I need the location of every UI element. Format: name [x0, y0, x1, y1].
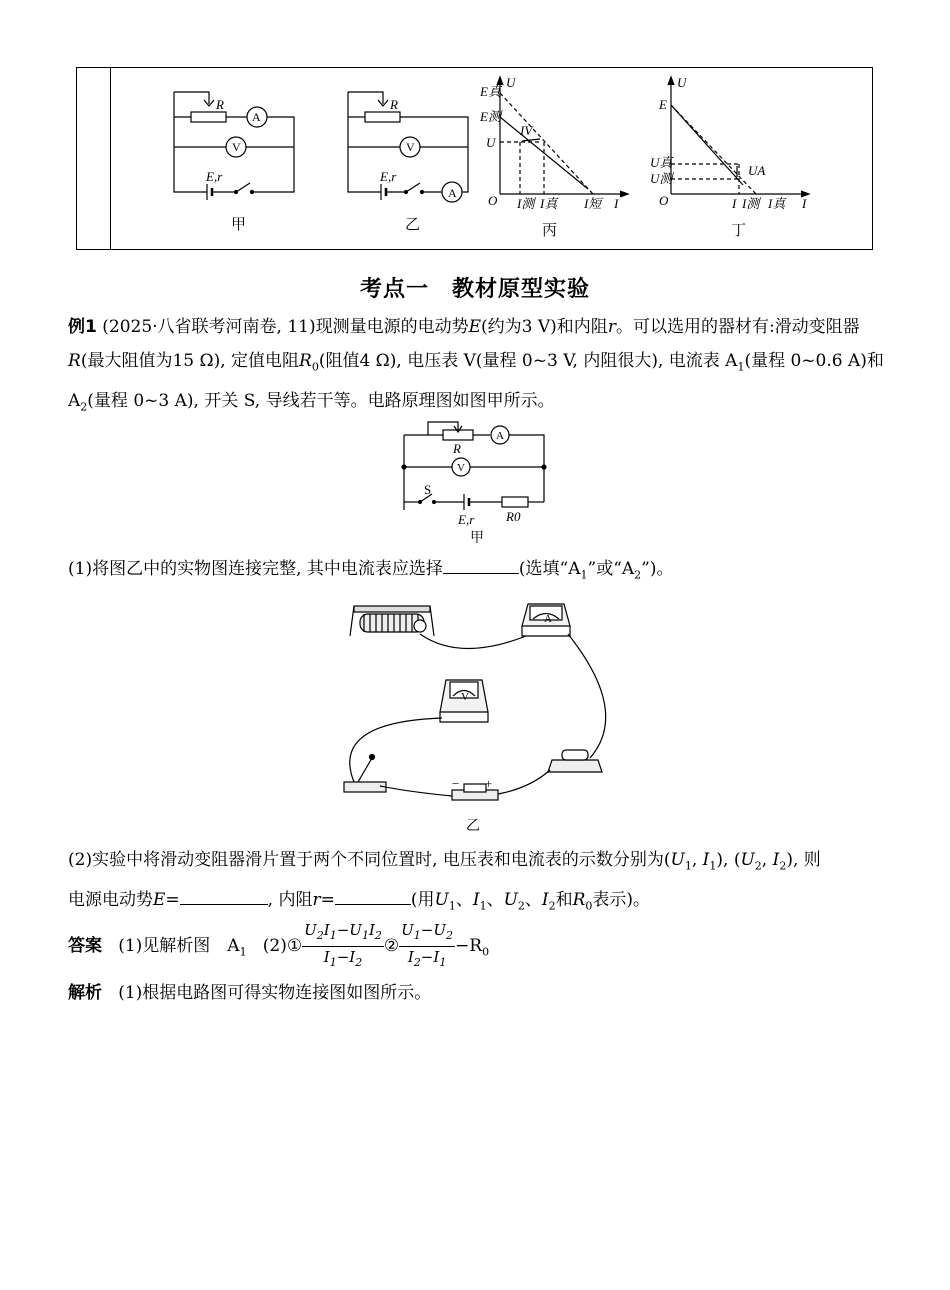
question-text: (用: [410, 890, 435, 911]
example-text: (量程 0~0.6 A)和 A: [68, 351, 884, 412]
question-text: (选填“A: [518, 559, 581, 579]
label-I-meas: I测: [517, 196, 535, 211]
answer-line: 答案 (1)见解析图 $A_1$ (2)① $\frac{U_2I_1-U_1I_2}{I_1-I_2}$ ② $\frac{U_1-U_2}{I_2-I_1}$ $-R_0$: [68, 920, 888, 974]
label-U: U: [486, 135, 496, 150]
example-text: (量程 0~3 A), 开关 S, 导线若干等。电路原理图如图甲所示。: [87, 391, 555, 412]
label-minus: −: [452, 776, 460, 791]
answer-text: ②: [383, 936, 400, 956]
question-text: 电源电动势: [68, 890, 153, 911]
question-text: 和: [555, 890, 573, 911]
example-text: 。可以选用的器材有:滑动变阻器: [615, 317, 860, 337]
question-text: (2)实验中将滑动变阻器滑片置于两个不同位置时, 电压表和电流表的示数分别为(: [68, 850, 671, 870]
rheostat-icon: [350, 606, 434, 636]
label-I-true: I真: [540, 196, 558, 211]
origin-label: O: [488, 193, 498, 208]
question-text: =: [165, 890, 180, 911]
caption-yi: 乙: [405, 217, 421, 233]
label-voltmeter: V: [406, 140, 415, 154]
caption-yi: 乙: [466, 819, 480, 834]
label-plus: +: [485, 776, 493, 791]
label-ammeter: A: [496, 430, 504, 442]
label-E-true: E真: [480, 84, 501, 99]
analysis-label: 解析: [68, 983, 102, 1003]
label-voltmeter: V: [457, 462, 465, 474]
example-label: 例1: [68, 317, 97, 337]
label-ammeter: A: [252, 110, 261, 124]
label-emf: E,r: [206, 169, 223, 184]
label-I-true: I真: [768, 196, 786, 211]
label-R: R: [216, 97, 224, 112]
label-ammeter: A: [448, 186, 457, 200]
question-text: ”或“A: [587, 559, 635, 579]
answer-text: −R: [455, 936, 483, 956]
caption-jia: 甲: [470, 531, 484, 546]
axis-label-I: I: [614, 196, 619, 211]
answer-blank-r[interactable]: [335, 886, 411, 905]
question-text: 表示)。: [592, 890, 651, 911]
question-text: =: [320, 890, 335, 911]
origin-label: O: [659, 193, 669, 208]
example-text: (约为3 V)和内阻: [481, 317, 608, 337]
label-R: R: [390, 97, 398, 112]
analysis-line: [68, 976, 888, 1010]
label-ammeter: A: [544, 613, 552, 625]
example-text: (最大阻值为15 Ω), 定值电阻: [80, 351, 300, 371]
question-text: (1)将图乙中的实物图连接完整, 其中电流表应选择: [68, 559, 443, 579]
label-E-meas: E测: [480, 109, 501, 124]
question-text: ), 则: [786, 850, 821, 870]
emf-formula: $\frac{U_2I_1-U_1I_2}{I_1-I_2}$: [304, 921, 382, 969]
label-E: E: [659, 97, 667, 112]
resistance-formula: $\frac{U_1-U_2}{I_2-I_1}$: [401, 921, 454, 969]
section-title: 考点一 教材原型实验: [359, 277, 590, 302]
question-text: , 内阻: [267, 890, 313, 911]
label-switch: S: [424, 482, 432, 497]
example-1-text: 例1 (2025·八省联考河南卷, 11)现测量电源的电动势E(约为3 V)和内阻r。可以选用的器材有:滑动变阻器R(最大阻值为15 Ω), 定值电阻$R_0$(阻值4 Ω), 电压表 V(量程 0~3 V, 内阻很大), 电流表 $A_1$(量程 0~0.6 A)和 $A_2$(量程 0~3 A), 开关 S, 导线若干等。电路原理图如图甲所示。: [68, 317, 884, 414]
label-I-short: I短: [584, 196, 602, 211]
answer-text: (2)①: [262, 936, 303, 956]
label-R0: R0: [506, 509, 521, 524]
panel-figures: [76, 67, 873, 250]
example-text: (阻值4 Ω), 电压表 V(量程 0~3 V, 内阻很大), 电流表 A: [318, 351, 738, 371]
label-IV: IV: [520, 123, 533, 138]
label-I-meas: I测: [742, 196, 760, 211]
axis-label-U: U: [506, 75, 516, 90]
answer-blank-emf[interactable]: [180, 886, 268, 905]
answer-label: 答案: [68, 936, 102, 956]
axis-label-U: U: [677, 75, 687, 90]
axis-label-I: I: [802, 196, 807, 211]
apparatus-yi: [340, 592, 620, 837]
caption-ding: 丁: [731, 223, 747, 239]
answer-text: (1)见解析图 A: [118, 936, 240, 956]
label-U-meas: U测: [650, 171, 673, 186]
example-source: (2025·八省联考河南卷, 11): [102, 317, 316, 337]
question-text: ”)。: [641, 559, 674, 579]
label-emf: E,r: [458, 512, 475, 527]
caption-bing: 丙: [542, 223, 558, 239]
graph-ding: [668, 77, 809, 197]
question-1: (1)将图乙中的实物图连接完整, 其中电流表应选择 (选填“$A_1$”或“$A_2$”)。: [68, 552, 888, 592]
answer-blank[interactable]: [443, 555, 519, 574]
caption-jia: 甲: [231, 217, 247, 233]
label-R: R: [453, 441, 461, 456]
graph-bing: [497, 77, 628, 197]
label-emf: E,r: [380, 169, 397, 184]
question-text: ), (: [716, 850, 741, 870]
question-2: (2)实验中将滑动变阻器滑片置于两个不同位置时, 电压表和电流表的示数分别为($U_1$, $I_1$), ($U_2$, $I_2$), 则 电源电动势E= , 内阻r= (用$U_1$、$I_1$、$U_2$、$I_2$和$R_0$表示)。: [68, 850, 821, 913]
label-U-true: U真: [650, 155, 673, 170]
label-UA: UA: [748, 163, 766, 178]
label-voltmeter: V: [461, 691, 469, 703]
circuit-jia-main: [398, 420, 558, 550]
label-I: I: [732, 196, 737, 211]
analysis-text: (1)根据电路图可得实物连接图如图所示。: [118, 983, 432, 1003]
label-voltmeter: V: [232, 140, 241, 154]
example-text: 现测量电源的电动势: [315, 317, 469, 337]
